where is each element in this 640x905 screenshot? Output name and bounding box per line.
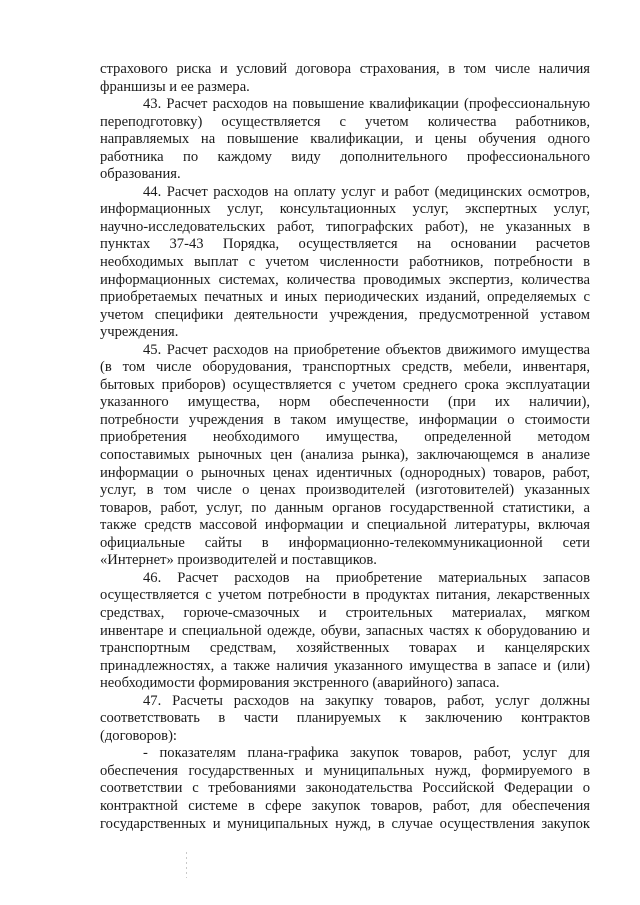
text-line: соответствии с требованиями законодательства Российской Федерации о: [100, 780, 590, 797]
text-line: пунктах 37-43 Порядка, осуществляется на основании расчетов: [100, 236, 590, 253]
text-line: потребности учреждения в таком имуществе, информации о стоимости: [100, 411, 590, 428]
text-line: работника по каждому виду дополнительного профессионального: [100, 148, 590, 165]
text-line: средствах, горюче-смазочных и строительных материалах, мягком: [100, 604, 590, 621]
text-line: 46. Расчет расходов на приобретение материальных запасов: [143, 569, 590, 586]
scan-artifact: [186, 852, 187, 878]
text-line: страхового риска и условий договора страхования, в том числе наличия: [100, 61, 590, 77]
text-line: «Интернет» производителей и поставщиков.: [100, 552, 377, 569]
text-line: - показателям плана-графика закупок товаров, работ, услуг для: [143, 745, 590, 762]
text-line: информационных услуг, консультационных услуг, экспертных услуг,: [100, 201, 590, 218]
text-line: 43. Расчет расходов на повышение квалификации (профессиональную: [143, 96, 590, 113]
text-line: 44. Расчет расходов на оплату услуг и работ (медицинских осмотров,: [143, 183, 590, 200]
text-line: информации о рыночных ценах идентичных (однородных) товаров, работ,: [100, 464, 590, 481]
text-line: официальные сайты в информационно-телекоммуникационной сети: [100, 534, 590, 551]
text-line: 45. Расчет расходов на приобретение объектов движимого имущества: [143, 341, 590, 358]
text-line: бытовых приборов) осуществляется с учетом среднего срока эксплуатации: [100, 376, 590, 393]
text-line: франшизы и ее размера.: [100, 78, 250, 95]
text-line: услуг, в том числе о ценах производителей (изготовителей) указанных: [100, 482, 590, 499]
text-line: контрактной системе в сфере закупок товаров, работ, для обеспечения: [100, 797, 590, 814]
text-line: осуществляется с учетом потребности в продуктах питания, лекарственных: [100, 587, 590, 604]
text-line: транспортным средствам, хозяйственных товарах и канцелярских: [100, 640, 590, 657]
text-line: необходимости формирования экстренного (аварийного) запаса.: [100, 675, 500, 692]
text-line: переподготовку) осуществляется с учетом количества работников,: [100, 113, 590, 130]
text-line: информационных системах, количества проводимых экспертиз, количества: [100, 271, 590, 288]
text-line: учреждения.: [100, 324, 179, 341]
text-line: приобретаемых печатных и иных периодических изданий, определяемых с: [100, 289, 590, 306]
text-line: инвентаре и специальной одежде, обуви, запасных частях к оборудованию и: [100, 622, 590, 639]
text-line: необходимых выплат с учетом численности работников, потребности в: [100, 254, 590, 271]
text-line: указанного имущества, норм обеспеченности (при их наличии),: [100, 394, 590, 411]
text-line: образования.: [100, 166, 181, 183]
text-line: (договоров):: [100, 727, 177, 744]
text-line: обеспечения государственных и муниципальных нужд, формируемого в: [100, 762, 590, 779]
text-line: также средств массовой информации и специальной литературы, включая: [100, 517, 590, 534]
text-line: соответствовать в части планируемых к заключению контрактов: [100, 710, 590, 727]
text-line: 47. Расчеты расходов на закупку товаров, работ, услуг должны: [143, 692, 590, 709]
text-line: приобретения необходимого имущества, определенной методом: [100, 429, 590, 446]
text-line: государственных и муниципальных нужд, в случае осуществления закупок: [100, 815, 590, 832]
text-line: (в том числе оборудования, транспортных средств, мебели, инвентаря,: [100, 359, 590, 376]
text-line: товаров, работ, услуг, по данным органов государственной статистики, а: [100, 499, 590, 516]
text-line: принадлежностях, а также наличия указанного имущества в запасе и (или): [100, 657, 590, 674]
document-page: [100, 61, 590, 833]
text-line: учетом специфики деятельности учреждения, предусмотренной уставом: [100, 306, 590, 323]
text-line: научно-исследовательских работ, типографских работ), не указанных в: [100, 218, 590, 235]
text-line: сопоставимых рыночных цен (анализа рынка), заключающемся в анализе: [100, 447, 590, 464]
text-line: направляемых на повышение квалификации, и цены обучения одного: [100, 131, 590, 148]
